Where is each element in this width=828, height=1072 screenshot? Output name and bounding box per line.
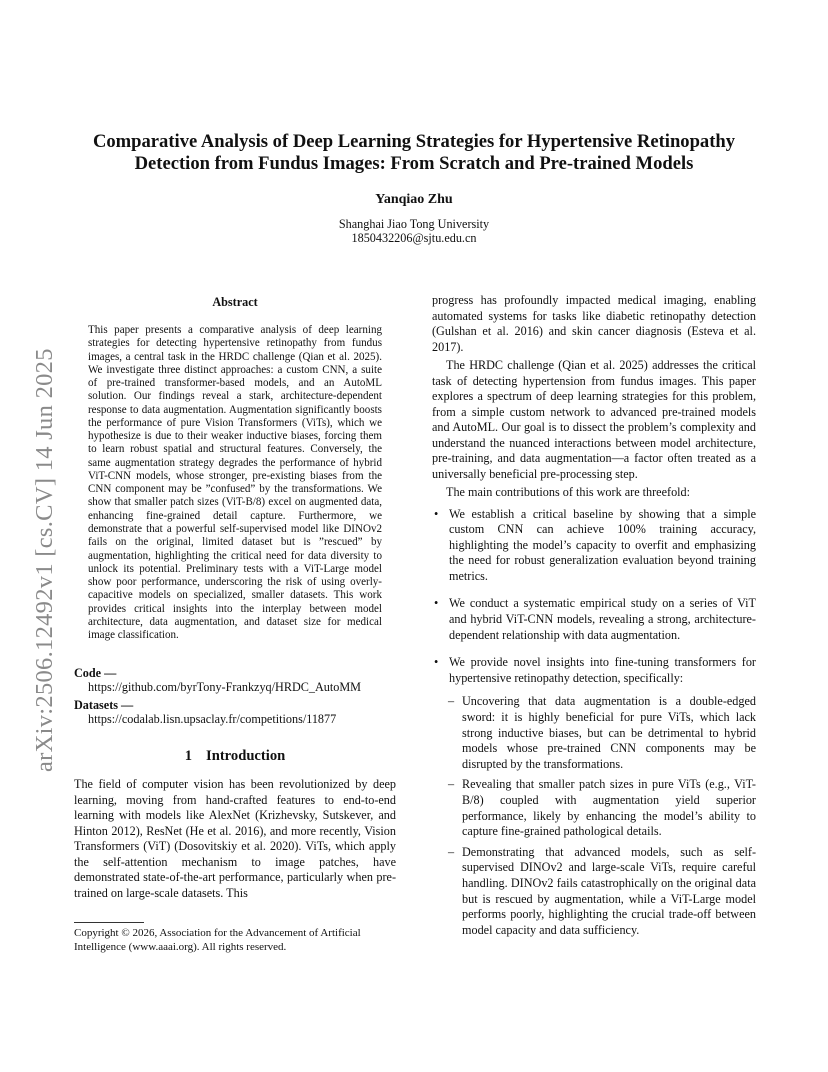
sublist-item [432,694,756,772]
code-label: Code — [74,666,117,681]
author-email: 1850432206@sjtu.edu.cn [351,231,477,245]
code-link[interactable]: https://github.com/byrTony-Frankzyq/HRDC_AutoMM [88,680,362,695]
copyright-footnote: Copyright © 2026, Association for the Advancement of Artificial Intelligence (www.aaai.org). All rights reserved. [74,927,361,953]
list-item-text: We establish a critical baseline by showing that a simple custom CNN can achieve 100% training accuracy, highlighting the model’s capacity to overfit and emphasizing the need for robust generalization evaluation beyond training metrics. [449,506,756,583]
intro-paragraph-1: The field of computer vision has been revolutionized by deep learning, moving from hand-crafted features to end-to-end learning with models like AlexNet (Krizhevsky, Sutskever, and Hinton 2012), ResNet (He et al. 2016), and more recently, Vision Transformers (ViT) (Dosovitskiy et al. 2020). ViTs, which apply the self-attention mechanism to image patches, have demonstrated state-of-the-art performance, particularly when pre-trained on large-scale datasets. This [74,777,396,900]
affiliation: Shanghai Jiao Tong University [338,217,490,231]
sublist-item-text: Demonstrating that advanced models, such as self-supervised DINOv2 and large-scale ViTs, require careful handling. DINOv2 fails catastrophically on the original data but is rescued by augmentation, while a ViT-Large model performs poorly, highlighting the crucial trade-off between model capacity and data sufficiency. [462,844,756,937]
author-name: Yanqiao Zhu [375,192,453,207]
arxiv-identifier: arXiv:2506.12492v1 [cs.CV] 14 Jun 2025 [31,348,58,772]
footnote-rule [74,922,144,923]
section-heading-introduction [74,748,396,765]
abstract-text: This paper presents a comparative analysis of deep learning strategies for detecting hypertensive retinopathy from fundus images, a central task in the HRDC challenge (Qian et al. 2025). We investigate three distinct approaches: a custom CNN, a suite of pre-trained transformer-based models, and an AutoML solution. Our findings reveal a stark, architecture-dependent response to data augmentation. Augmentation significantly boosts the performance of pure Vision Transformers (ViTs), which we hypothesize is due to their weaker inductive biases, forcing them to learn robust spatial and structural features. Conversely, the same augmentation strategy degrades the performance of hybrid ViT-CNN models, whose stronger, pre-existing biases from the CNN component may be ”confused” by the transformations. We show that smaller patch sizes (ViT-B/8) excel on augmented data, enhancing fine-grained detail capture. Furthermore, we demonstrate that a powerful self-supervised model like DINOv2 fails on the original, limited dataset but is ”rescued” by augmentation, highlighting the critical need for data diversity to unlock its potential. Preliminary tests with a ViT-Large model show poor performance, underscoring the risk of using overly-capacitive models on specialized, smaller datasets. This work provides critical insights into the interplay between model architecture, data augmentation, and dataset size for medical image classification. [88,324,382,642]
sublist-item-text: Uncovering that data augmentation is a double-edged sword: it is highly beneficial for pure ViTs, which lack strong inductive biases, but can be detrimental to hybrid models whose pre-trained CNN components may be disrupted by the transformations. [462,694,756,771]
left-column [74,295,396,901]
bullet-marker: • [434,506,439,521]
sublist-item-text: Revealing that smaller patch sizes in pure ViTs (e.g., ViT-B/8) coupled with augmentation yield superior performance, likely by enhancing the model’s ability to capture fine-grained pathological details. [462,777,756,839]
right-column [432,293,756,950]
title-line-1: Comparative Analysis of Deep Learning Strategies for Hypertensive Retinopathy [92,131,736,152]
section-number: 1 [184,748,193,765]
section-title: Introduction [206,748,286,765]
abstract-heading: Abstract [212,295,258,309]
code-datasets-block [74,666,396,726]
list-item [432,507,756,585]
contributions-intro: The main contributions of this work are threefold: [446,485,691,499]
list-item [432,596,756,643]
datasets-label: Datasets — [74,698,134,713]
sublist-item [432,845,756,939]
title-line-2: Detection from Fundus Images: From Scratch and Pre-trained Models [134,153,694,174]
sublist-item [432,777,756,839]
dash-marker: – [448,777,455,792]
insights-sublist [449,694,756,938]
list-item-text: We conduct a systematic empirical study on a series of ViT and hybrid ViT-CNN models, revealing a strong, architecture-dependent relationship with data augmentation. [449,596,756,642]
bullet-marker: • [434,655,439,670]
list-item [432,655,756,938]
author-affiliation-block [60,217,768,245]
paper-title [60,131,768,175]
contributions-list [432,507,756,939]
dash-marker: – [448,844,455,859]
datasets-link[interactable]: https://codalab.lisn.upsaclay.fr/competitions/11877 [88,712,337,727]
intro-paragraph-3: The HRDC challenge (Qian et al. 2025) addresses the critical task of detecting hypertension from fundus images. This paper explores a spectrum of deep learning strategies for this problem, from a simple custom network to advanced pre-trained models and AutoML. Our goal is to dissect the problem’s complexity and understand the nuanced interactions between model architecture, pre-training, and data augmentation—a factor often treated as a universally beneficial pre-processing step. [432,358,756,481]
intro-paragraph-2: progress has profoundly impacted medical imaging, enabling automated systems for tasks like diabetic retinopathy detection (Gulshan et al. 2016) and skin cancer diagnosis (Esteva et al. 2017). [432,293,756,354]
dash-marker: – [448,694,455,709]
list-item-text: We provide novel insights into fine-tuning transformers for hypertensive retinopathy detection, specifically: [449,655,756,685]
bullet-marker: • [434,596,439,611]
